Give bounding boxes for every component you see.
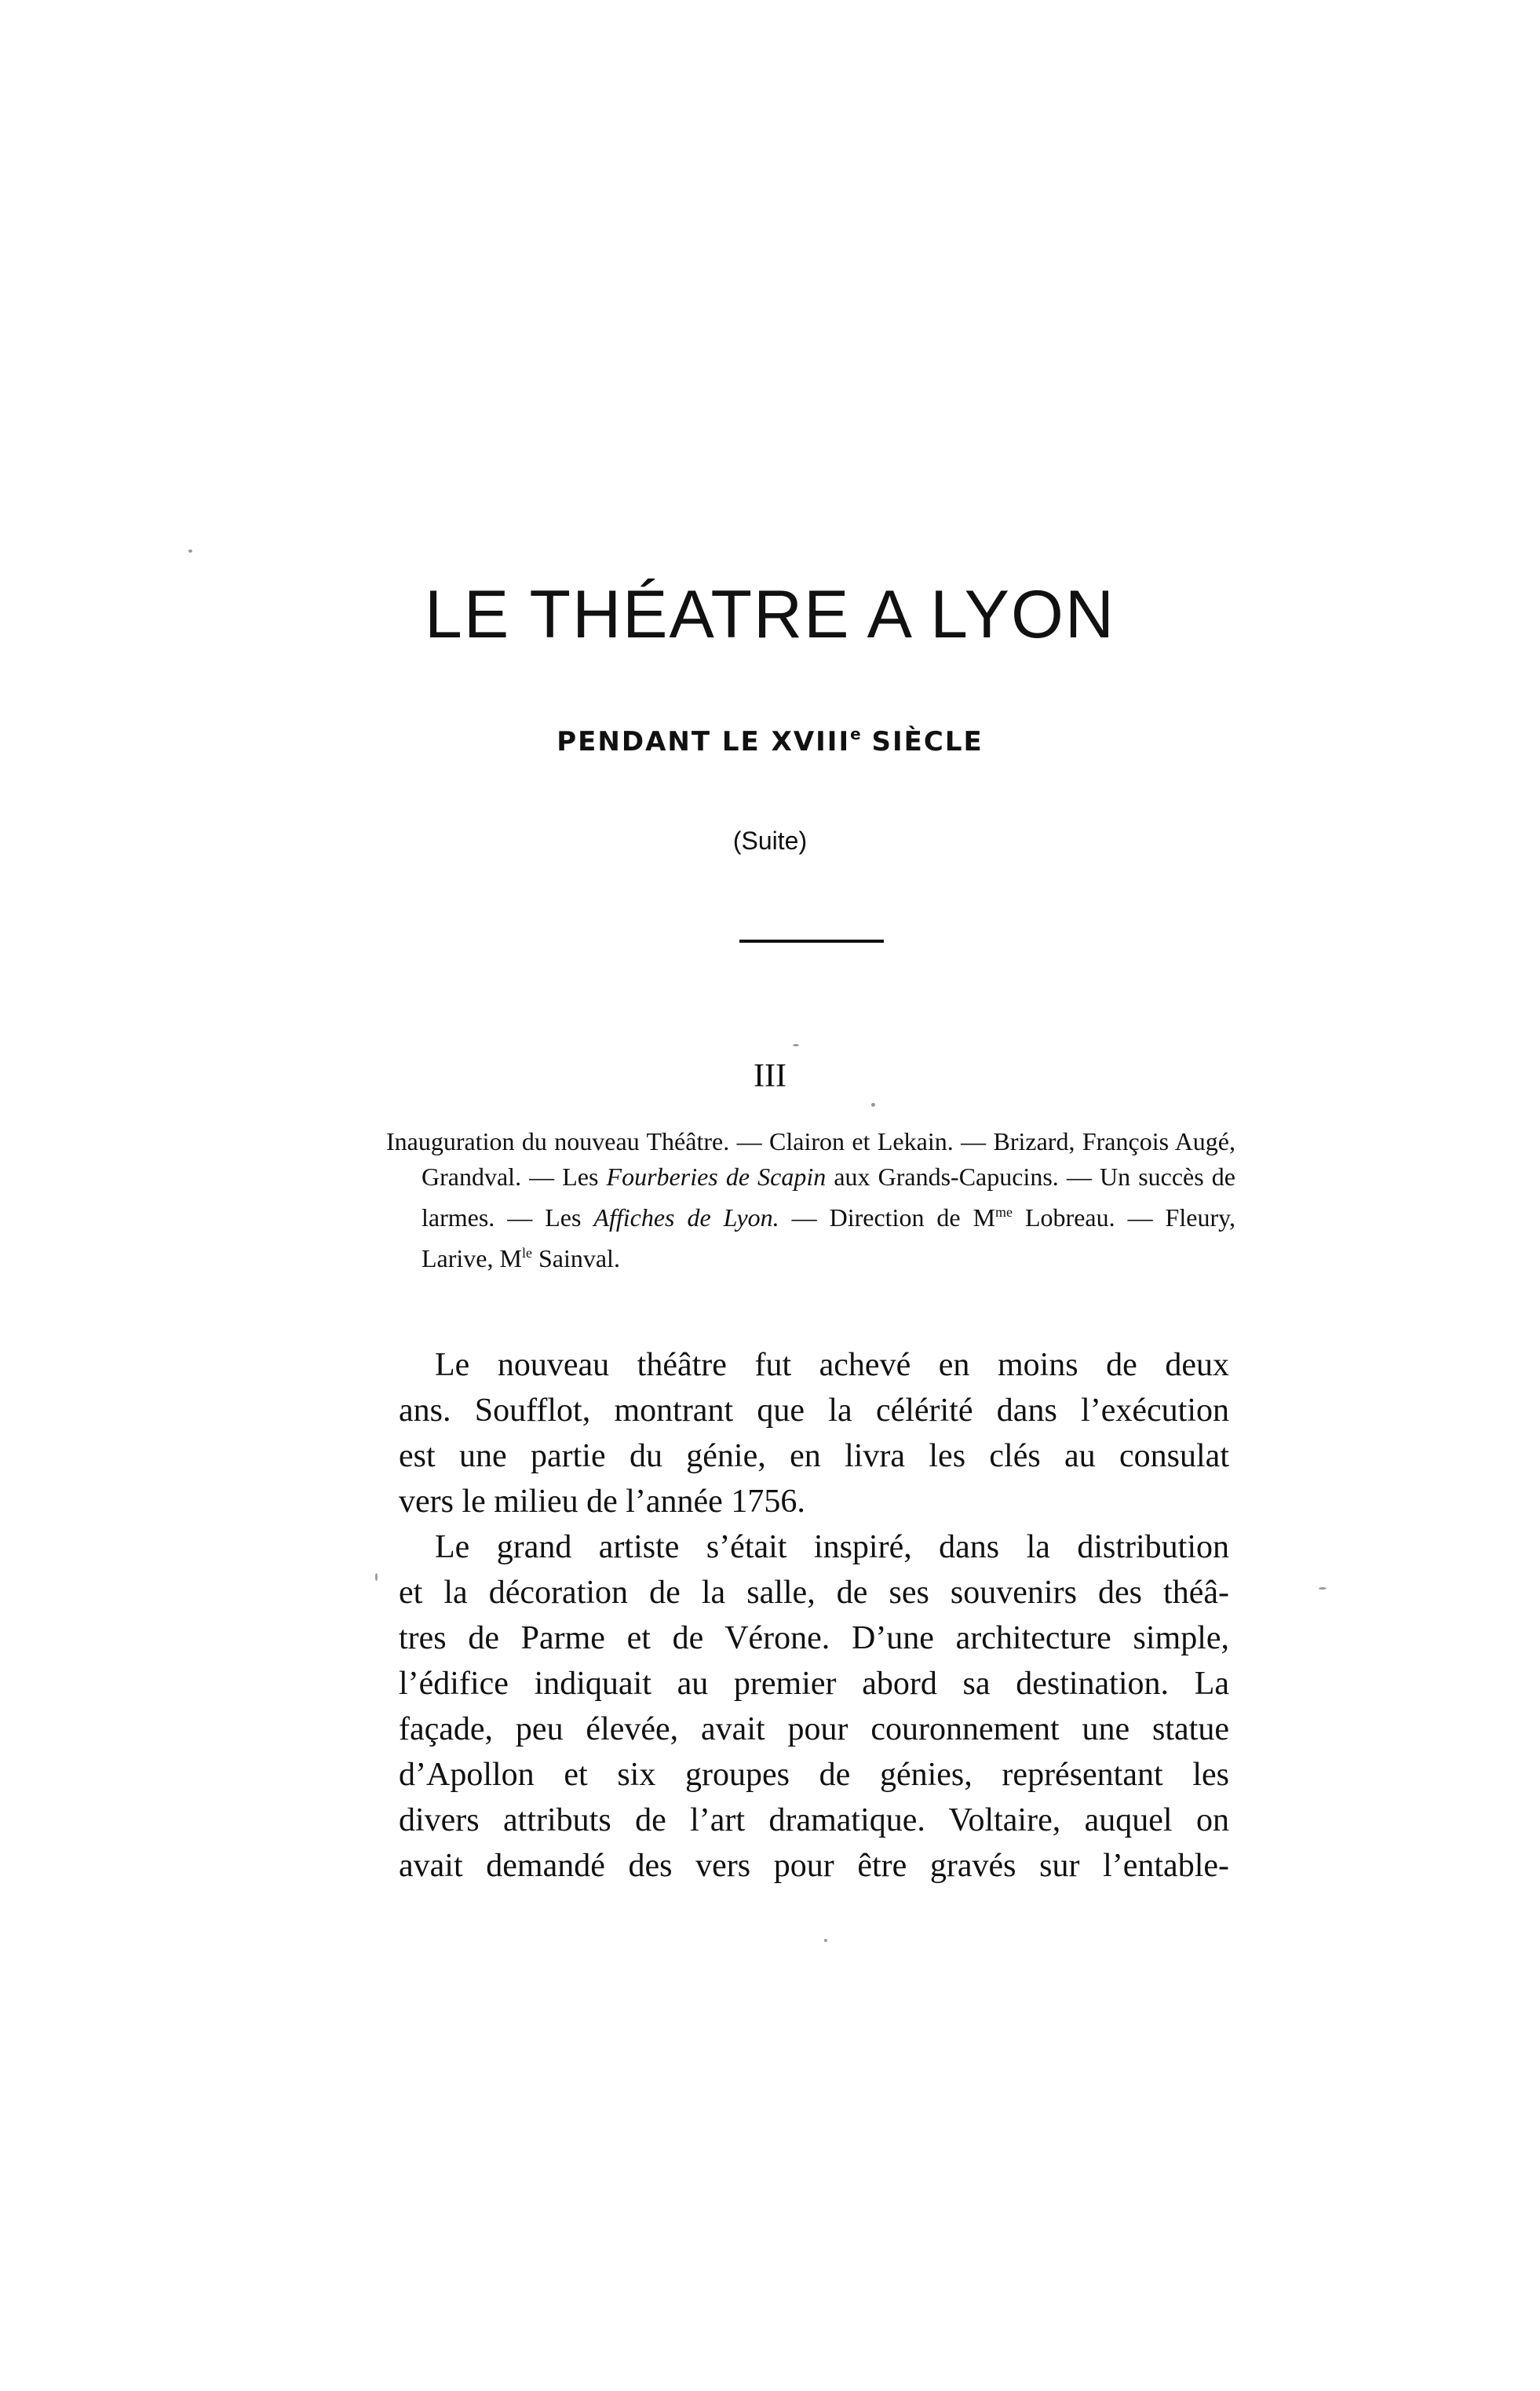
- page-subtitle: [0, 726, 1540, 755]
- subtitle-text-end: SIÈCLE: [860, 726, 983, 757]
- text-line: avait demandé des vers pour être gravés sur l’entable-: [399, 1848, 1229, 1884]
- scan-speck: [793, 1044, 799, 1046]
- summary-italic-title: Fourberies de Scapin: [606, 1163, 827, 1191]
- paragraph-2: [399, 1524, 1229, 1889]
- text-line: est une partie du génie, en livra les clés au consulat: [399, 1438, 1229, 1474]
- scan-speck: [375, 1573, 378, 1581]
- summary-text: aux Grands-Capucins. — Un succès de larmes. — Les: [421, 1163, 1235, 1232]
- summary-italic-title: Affiches de Lyon.: [593, 1203, 779, 1232]
- summary-text: Inauguration du nouveau Théâtre. — Clairon et Lekain. — Brizard, François Augé, Grandval. — Les: [386, 1127, 1235, 1191]
- paragraph-1: [399, 1342, 1229, 1524]
- chapter-summary: [386, 1124, 1235, 1276]
- page-title: LE THÉATRE A LYON: [425, 577, 1115, 652]
- text-line: et la décoration de la salle, de ses souvenirs des théâ-: [399, 1575, 1229, 1611]
- scan-speck: [824, 1939, 827, 1942]
- text-line: vers le milieu de l’année 1756.: [399, 1484, 805, 1520]
- summary-superscript: me: [995, 1204, 1013, 1220]
- scan-speck: [871, 1103, 875, 1107]
- text-line: ans. Soufflot, montrant que la célérité dans l’exécution: [399, 1393, 1229, 1429]
- text-line: Le nouveau théâtre fut achevé en moins de deux: [435, 1347, 1229, 1383]
- scan-speck: [1319, 1587, 1327, 1590]
- text-line: d’Apollon et six groupes de génies, représentant les: [399, 1757, 1229, 1793]
- continuation-label: (Suite): [732, 827, 808, 855]
- summary-text: — Direction de M: [779, 1203, 996, 1232]
- scan-speck: [188, 549, 192, 553]
- text-line: tres de Parme et de Vérone. D’une architecture simple,: [399, 1620, 1229, 1656]
- text-line: Le grand artiste s’était inspiré, dans la distribution: [435, 1529, 1229, 1565]
- text-line: l’édifice indiquait au premier abord sa destination. La: [399, 1666, 1229, 1702]
- subtitle-text: PENDANT LE XVIII: [557, 726, 851, 757]
- text-line: divers attributs de l’art dramatique. Voltaire, auquel on: [399, 1802, 1229, 1838]
- summary-superscript: le: [521, 1245, 532, 1261]
- separator-rule: [739, 940, 884, 943]
- summary-text: Lobreau. — Fleury, Larive, M: [421, 1203, 1236, 1272]
- subtitle-superscript: e: [850, 725, 861, 743]
- summary-text: Sainval.: [531, 1244, 620, 1272]
- text-line: façade, peu élevée, avait pour couronnement une statue: [399, 1711, 1229, 1747]
- chapter-number: III: [754, 1058, 786, 1094]
- body-text: [399, 1342, 1229, 1889]
